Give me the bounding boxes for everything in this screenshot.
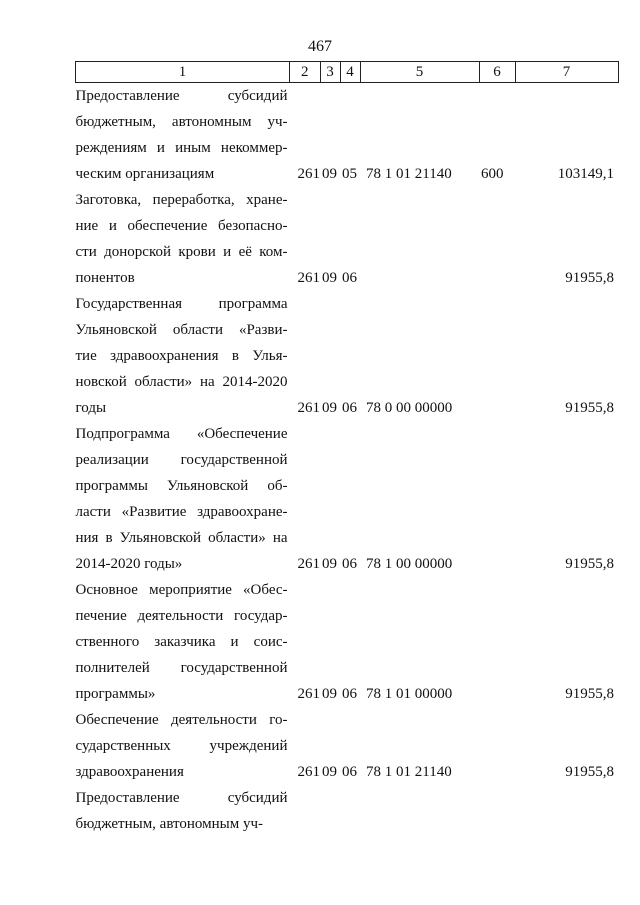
row-c5 [360,785,479,837]
row-name-line: Ульяновской области «Разви- [75,322,288,338]
row-c3: 09 [322,556,337,572]
row-c2 [290,785,321,837]
row-name-line: здравоохранения [75,764,184,780]
row-name-line: ния в Ульяновской области» на [75,530,288,546]
row-c4: 06 [342,400,357,416]
page-number: 467 [308,38,332,55]
row-name-line: Предоставление субсидий [75,790,288,806]
row-c6 [479,291,515,421]
row-c4: 06 [342,270,357,286]
row-name [76,577,290,707]
table-row [76,187,619,291]
row-c6 [479,421,515,577]
row-c5: 78 0 00 00000 [366,400,453,416]
table-row [76,577,619,707]
row-c2: 261 [297,686,320,702]
row-name-line: Основное мероприятие «Обес- [75,582,288,598]
row-c4: 06 [342,764,357,780]
row-name-line: программы Ульяновской об- [75,478,288,494]
row-name-line: тие здравоохранения в Улья- [75,348,288,364]
row-name [76,83,290,188]
row-c7 [515,785,618,837]
row-c7: 91955,8 [565,400,614,416]
header-col-2: 2 [290,62,321,83]
row-name-line: ственного заказчика и соис- [75,634,288,650]
row-name-line: новской области» на 2014-2020 [75,374,288,390]
table-row [76,785,619,837]
row-c5: 78 1 01 21140 [366,166,452,182]
row-name-line: бюджетным, автономным уч- [75,114,288,130]
row-c7: 91955,8 [565,686,614,702]
row-name-line: программы» [75,686,156,702]
row-name-line: Подпрограмма «Обеспечение [75,426,288,442]
row-c2: 261 [297,400,320,416]
row-name-line: сти донорской крови и её ком- [75,244,288,260]
row-c7: 91955,8 [565,270,614,286]
row-name-line: ческим организациям [75,166,215,182]
row-c5 [360,187,479,291]
table-body [76,83,619,838]
row-c5: 78 1 00 00000 [366,556,453,572]
table-row [76,707,619,785]
row-name-line: сударственных учреждений [75,738,288,754]
row-c6 [479,785,515,837]
row-c3: 09 [322,400,337,416]
row-name-line: 2014-2020 годы» [75,556,183,572]
row-c6 [479,577,515,707]
row-name-line: реждениям и иным некоммер- [75,140,288,156]
row-name-line: Предоставление субсидий [75,88,288,104]
row-c6 [479,187,515,291]
row-name [76,187,290,291]
table-row [76,421,619,577]
row-c4: 06 [342,556,357,572]
row-name-line: бюджетным, автономным уч- [75,816,264,832]
budget-table [75,61,619,837]
table-row [76,291,619,421]
row-c3: 09 [322,166,337,182]
row-name-line: годы [75,400,107,416]
row-c4 [340,785,360,837]
row-c3: 09 [322,764,337,780]
row-name-line: полнителей государственной [75,660,288,676]
row-name [76,707,290,785]
row-c3: 09 [322,686,337,702]
row-c2: 261 [297,270,320,286]
header-col-6: 6 [479,62,515,83]
row-c7: 103149,1 [557,166,614,182]
row-name-line: понентов [75,270,135,286]
row-name-line: Заготовка, переработка, хране- [75,192,288,208]
header-col-4: 4 [340,62,360,83]
row-c2: 261 [297,764,320,780]
row-name-line: Государственная программа [75,296,288,312]
row-c5: 78 1 01 21140 [366,764,452,780]
table-header-row [76,62,619,83]
row-c5: 78 1 01 00000 [366,686,453,702]
row-c4: 05 [342,166,357,182]
row-name-line: ние и обеспечение безопасно- [75,218,288,234]
row-c2: 261 [297,556,320,572]
row-c2: 261 [297,166,320,182]
row-c7: 91955,8 [565,556,614,572]
header-col-7: 7 [515,62,618,83]
row-c6: 600 [481,166,504,182]
header-col-5: 5 [360,62,479,83]
row-c3: 09 [322,270,337,286]
header-col-1: 1 [76,62,290,83]
row-name-line: печение деятельности государ- [75,608,288,624]
table-row [76,83,619,188]
row-name-line: ласти «Развитие здравоохране- [75,504,288,520]
row-name-line: Обеспечение деятельности го- [75,712,288,728]
row-c7: 91955,8 [565,764,614,780]
row-c6 [479,707,515,785]
row-c4: 06 [342,686,357,702]
row-name [76,291,290,421]
row-name [76,421,290,577]
row-c3 [320,785,340,837]
row-name-line: реализации государственной [75,452,288,468]
header-col-3: 3 [320,62,340,83]
row-name [76,785,290,837]
